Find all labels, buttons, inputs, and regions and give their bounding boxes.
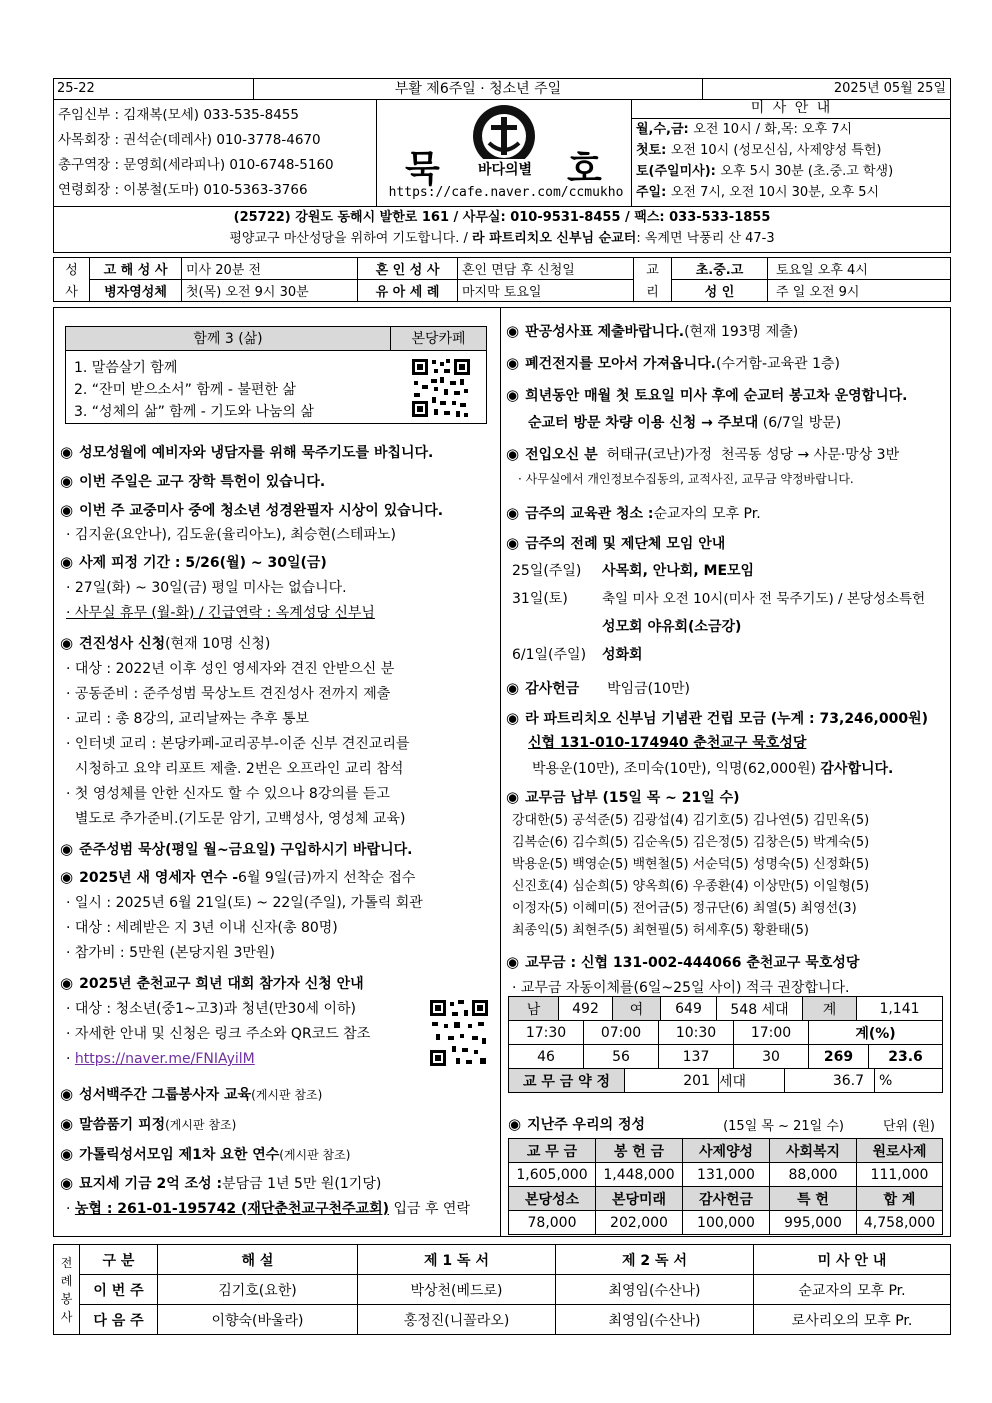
offering-value: 100,000 — [683, 1211, 770, 1235]
offering-period: (15일 목 ~ 21일 수) — [723, 1118, 844, 1134]
notice-item: ◉ 성서백주간 그룹봉사자 교육 (게시판 참조) — [60, 1085, 323, 1103]
notice-sub: 별도로 추가준비.(기도문 암기, 고백성사, 영성체 교육) — [66, 811, 406, 827]
bullet-icon: ◉ — [506, 534, 520, 552]
service-col-header: 제 1 독 서 — [358, 1245, 556, 1275]
bullet-icon: ◉ — [506, 709, 520, 727]
cafe-qr-code[interactable] — [410, 357, 472, 419]
together-items — [74, 357, 314, 423]
bulletin-date: 2025년 05월 25일 — [702, 79, 950, 99]
notice-sub: · 김지윤(요안나), 김도윤(율리아노), 최승현(스테파노) — [66, 527, 396, 543]
logo-area — [376, 99, 632, 206]
bullet-icon: ◉ — [60, 840, 74, 858]
notice-item: ◉ 이번 주일은 교구 장학 특헌이 있습니다. — [60, 472, 326, 490]
staff-row: 연령회장 : 이봉철(도마) 010-5363-3766 — [58, 182, 308, 198]
notice-item: ◉ 교무금 : 신협 131-002-444066 춘천교구 묵호성당 — [506, 953, 860, 971]
notice-item: ◉ 전입오신 분 허태규(코난)가정 천곡동 성당 → 사문·망상 3반 — [506, 445, 900, 463]
offering-col-header: 특 헌 — [770, 1187, 857, 1211]
bullet-icon: ◉ — [60, 472, 74, 490]
mass-info-line: 토(주일미사): 오후 5시 30분 (초.중.고 학생) — [636, 164, 894, 179]
attendance-label: 계 — [803, 997, 857, 1021]
offering-col-header: 본당미래 — [596, 1187, 683, 1211]
sacrament-time: 마지막 토요일 — [458, 280, 634, 302]
notice-sub: · 대상 : 청소년(중1~고3)과 청년(만30세 이하) — [66, 1001, 356, 1017]
offering-value: 995,000 — [770, 1211, 857, 1235]
header-bar — [53, 78, 951, 100]
notice-sub: 시청하고 요약 리포트 제출. 2번은 오프라인 교리 참석 — [66, 761, 404, 777]
sacrament-time: 첫(목) 오전 9시 30분 — [182, 280, 358, 302]
service-cell: 박상천(베드로) — [358, 1275, 556, 1305]
pledge-label: 교 무 금 약 정 — [509, 1069, 625, 1093]
notice-item: ◉ 견진성사 신청 (현재 10명 신청) — [60, 634, 271, 652]
bullet-icon: ◉ — [60, 1145, 74, 1163]
service-col-header: 해 설 — [158, 1245, 358, 1275]
notice-sub: · 사무실에서 개인정보수집동의, 교적사진, 교무금 약정바랍니다. — [518, 472, 854, 486]
offering-col-header: 원로사제 — [857, 1139, 943, 1163]
catechism-time: 토요일 오후 4시 — [768, 258, 951, 280]
bullet-icon: ◉ — [60, 1085, 74, 1103]
sacrament-side-label: 성 — [54, 258, 90, 280]
bullet-icon: ◉ — [506, 679, 520, 697]
column-divider — [500, 307, 501, 1237]
sacrament-name: 병자영성체 — [90, 280, 182, 302]
top-block — [53, 99, 951, 207]
notice-sub: · 대상 : 2022년 이후 성인 영세자와 견진 안받으신 분 — [66, 661, 395, 677]
mass-info-line: 주일: 오전 7시, 오전 10시 30분, 오후 5시 — [636, 185, 880, 200]
bullet-icon: ◉ — [60, 443, 74, 461]
dues-list — [506, 810, 946, 942]
offering-value: 202,000 — [596, 1211, 683, 1235]
logo-char-right: 호 — [567, 148, 602, 190]
staff-row: 주임신부 : 김재복(모세) 033-535-8455 — [58, 107, 299, 123]
service-cell: 홍정진(니꼴라오) — [358, 1305, 556, 1335]
offering-title: 지난주 우리의 정성 — [527, 1117, 646, 1133]
together-box — [65, 326, 487, 424]
offering-value: 88,000 — [770, 1163, 857, 1187]
sacrament-time: 미사 20분 전 — [182, 258, 358, 280]
sacrament-name: 고 해 성 사 — [90, 258, 182, 280]
together-item: 3. “성체의 삶” 함께 - 기도와 나눔의 삶 — [74, 404, 314, 420]
notice-sub: · 사무실 휴무 (월-화) / 긴급연락 : 옥계성당 신부님 — [66, 605, 375, 621]
bullet-icon: ◉ — [506, 322, 520, 340]
issue-number: 25-22 — [54, 79, 254, 99]
sacrament-time: 혼인 면담 후 신청일 — [458, 258, 634, 280]
notice-item: ◉ 라 파트리치오 신부님 기념관 건립 모금 (누계 : 73,246,000원) — [506, 709, 929, 727]
notice-item: ◉ 2025년 춘천교구 희년 대회 참가자 신청 안내 — [60, 974, 364, 992]
offering-value: 4,758,000 — [857, 1211, 943, 1235]
logo-banner: 바다의별 — [467, 159, 543, 179]
bullet-icon: ◉ — [508, 1115, 522, 1133]
pledge-percent-unit: % — [875, 1069, 943, 1093]
service-col-header: 미 사 안 내 — [754, 1245, 951, 1275]
notice-item: ◉ 교무금 납부 (15일 목 ~ 21일 수) — [506, 788, 740, 806]
notice-item: ◉ 판공성사표 제출바랍니다. (현재 193명 제출) — [506, 322, 799, 340]
service-week-label: 이 번 주 — [80, 1275, 158, 1305]
bullet-icon: ◉ — [60, 501, 74, 519]
right-notices — [506, 316, 946, 1000]
service-side-label: 전 례 봉 사 — [54, 1245, 80, 1335]
bullet-icon: ◉ — [506, 953, 520, 971]
liturgy-row: 25일(주일) 사목회, 안나회, ME모임 — [512, 563, 755, 579]
bullet-icon: ◉ — [60, 1174, 74, 1192]
catechism-side-label: 리 — [634, 280, 672, 302]
notice-sub: · 농협 : 261-01-195742 (재단춘천교구천주교회) 입금 후 연락 — [66, 1201, 470, 1217]
liturgy-row: 6/1일(주일) 성화회 — [512, 647, 643, 663]
catechism-side-label: 교 — [634, 258, 672, 280]
address-block — [53, 207, 951, 253]
pledge-percent: 36.7 — [785, 1069, 875, 1093]
bullet-icon: ◉ — [60, 634, 74, 652]
cafe-label: 본당카페 — [391, 327, 486, 351]
notice-item: ◉ 2025년 새 영세자 연수 - 6월 9일(금)까지 선착순 접수 — [60, 868, 416, 886]
dues-row: 신진호(4) 심순희(5) 양옥희(6) 우종환(4) 이상만(5) 이일형(5) — [512, 879, 870, 894]
bullet-icon: ◉ — [506, 504, 520, 522]
logo-char-left: 묵 — [405, 148, 440, 190]
together-item: 2. “잔미 받으소서” 함께 - 불편한 삶 — [74, 382, 296, 398]
mass-info-line: 월,수,금: 오전 10시 / 화,목: 오후 7시 — [636, 122, 853, 137]
bullet-icon: ◉ — [60, 553, 74, 571]
bulletin-title: 부활 제6주일 · 청소년 주일 — [394, 81, 562, 97]
attendance-table — [508, 996, 943, 1093]
attendance-households: 548 세대 — [717, 997, 803, 1021]
service-cell: 로사리오의 모후 Pr. — [754, 1305, 951, 1335]
offering-col-header: 합 계 — [857, 1187, 943, 1211]
notice-item: ◉ 금주의 교육관 청소 : 순교자의 모후 Pr. — [506, 504, 761, 522]
offering-value: 1,605,000 — [509, 1163, 596, 1187]
attendance-percent: 23.6 — [869, 1045, 943, 1069]
offering-table — [508, 1138, 943, 1235]
mass-time-header: 10:30 — [659, 1021, 734, 1045]
notice-sub: · 참가비 : 5만원 (본당지원 3만원) — [66, 945, 275, 961]
offering-value: 111,000 — [857, 1163, 943, 1187]
service-cell: 이향숙(바울라) — [158, 1305, 358, 1335]
attendance-sum: 269 — [809, 1045, 869, 1069]
service-col-header: 구 분 — [80, 1245, 158, 1275]
bullet-icon: ◉ — [60, 974, 74, 992]
together-title: 함께 3 (삶) — [66, 327, 391, 351]
address-line: (25722) 강원도 동해시 발한로 161 / 사무실: 010-9531-8455 / 팩스: 033-533-1855 — [233, 210, 771, 225]
offering-col-header: 교 무 금 — [509, 1139, 596, 1163]
bullet-icon: ◉ — [506, 788, 520, 806]
notice-sub: · 교무금 자동이체를(6일~25일 사이) 적극 권장합니다. — [512, 980, 850, 996]
attendance-percent-header: 계(%) — [809, 1021, 943, 1045]
qr-code-icon — [410, 357, 472, 419]
staff-row: 총구역장 : 문영희(세라피나) 010-6748-5160 — [58, 157, 334, 173]
service-cell: 김기호(요한) — [158, 1275, 358, 1305]
service-cell: 최영임(수산나) — [556, 1305, 754, 1335]
notice-item: ◉ 사제 피정 기간 : 5/26(월) ~ 30일(금) — [60, 553, 327, 571]
dues-row: 최종익(5) 최현주(5) 최현필(5) 허세후(5) 황환태(5) — [512, 923, 809, 938]
notice-item: ◉ 묘지세 기금 2억 조성 : 분담금 1년 5만 원(1기당) — [60, 1174, 382, 1192]
pledge-households: 201 — [625, 1069, 719, 1093]
notice-item: ◉ 금주의 전례 및 제단체 모임 안내 — [506, 534, 726, 552]
notice-item: ◉ 폐건전지를 모아서 가져옵니다. (수거함-교육관 1층) — [506, 354, 840, 372]
liturgy-row: 31일(토) 축일 미사 오전 10시(미사 전 묵주기도) / 본당성소특헌 — [512, 591, 926, 607]
service-table — [53, 1244, 951, 1335]
service-col-header: 제 2 독 서 — [556, 1245, 754, 1275]
staff-row: 사목회장 : 권석순(데레사) 010-3778-4670 — [58, 132, 321, 148]
jubilee-qr-code[interactable] — [428, 998, 490, 1068]
notice-item: ◉ 감사헌금 박임금(10만) — [506, 679, 690, 697]
notice-item: ◉ 가톨릭성서모임 제1차 요한 연수 (게시판 참조) — [60, 1145, 351, 1163]
offering-value: 78,000 — [509, 1211, 596, 1235]
offering-value: 1,448,000 — [596, 1163, 683, 1187]
notice-sub: 순교터 방문 차량 이용 신청 → 주보대 (6/7일 방문) — [528, 415, 842, 431]
dues-row: 박용운(5) 백영순(5) 백현철(5) 서순덕(5) 성명숙(5) 신정화(5) — [512, 857, 870, 872]
service-week-label: 다 음 주 — [80, 1305, 158, 1335]
mass-time-header: 07:00 — [584, 1021, 659, 1045]
attendance-label: 남 — [509, 997, 559, 1021]
notice-sub: · 일시 : 2025년 6월 21일(토) ~ 22일(주일), 가톨릭 회관 — [66, 895, 423, 911]
sacrament-side-label: 사 — [54, 280, 90, 302]
bullet-icon: ◉ — [60, 868, 74, 886]
cafe-url[interactable]: https://cafe.naver.com/ccmukho — [388, 185, 624, 200]
dues-row: 이정자(5) 이혜미(5) 전어금(5) 정규단(6) 최열(5) 최영선(3) — [512, 901, 857, 916]
offering-col-header: 사회복지 — [770, 1139, 857, 1163]
mass-info — [632, 99, 951, 206]
fund-bank-account: 신협 131-010-174940 춘천교구 묵호성당 — [528, 735, 807, 751]
qr-code-icon — [428, 998, 490, 1068]
notice-sub: · 27일(화) ~ 30일(금) 평일 미사는 없습니다. — [66, 580, 347, 596]
prayer-line: 평양교구 마산성당을 위하여 기도합니다. / 라 파트리치오 신부님 순교터: 옥계면 낙풍리 산 47-3 — [229, 231, 775, 246]
bullet-icon: ◉ — [506, 386, 520, 404]
attendance-total: 1,141 — [857, 997, 943, 1021]
mass-info-line: 첫토: 오전 10시 (성모신심, 사제양성 특헌) — [636, 143, 882, 158]
bullet-icon: ◉ — [506, 445, 520, 463]
sacrament-name: 혼 인 성 사 — [358, 258, 458, 280]
mass-info-title: 미 사 안 내 — [632, 99, 951, 119]
offering-value: 131,000 — [683, 1163, 770, 1187]
dues-row: 강대한(5) 공석준(5) 김광섭(4) 김기호(5) 김나연(5) 김민옥(5) — [512, 813, 870, 828]
catechism-time: 주 일 오전 9시 — [768, 280, 951, 302]
bullet-icon: ◉ — [506, 354, 520, 372]
staff-list — [58, 105, 378, 205]
notice-sub: · 첫 영성체를 안한 신자도 할 수 있으나 8강의를 듣고 — [66, 786, 390, 802]
mass-attendance: 46 — [509, 1045, 584, 1069]
pledge-unit: 세대 — [719, 1069, 785, 1093]
notice-sub: · https://naver.me/FNIAyilM — [66, 1051, 255, 1067]
fund-donors: 박용운(10만), 조미숙(10만), 익명(62,000원) 감사합니다. — [532, 761, 894, 777]
liturgy-row: 성모회 야유회(소금강) — [602, 619, 742, 635]
notice-item: ◉ 성모성월에 예비자와 냉담자를 위해 묵주기도를 바칩니다. — [60, 443, 434, 461]
service-cell: 순교자의 모후 Pr. — [754, 1275, 951, 1305]
notice-item: ◉ 희년동안 매월 첫 토요일 미사 후에 순교터 봉고차 운영합니다. — [506, 386, 908, 404]
mass-attendance: 56 — [584, 1045, 659, 1069]
sacrament-name: 유 아 세 례 — [358, 280, 458, 302]
notice-item: ◉ 이번 주 교중미사 중에 청소년 성경완필자 시상이 있습니다. — [60, 501, 444, 519]
notice-sub: · 대상 : 세례받은 지 3년 이내 신자(총 80명) — [66, 920, 338, 936]
offering-unit: 단위 (원) — [883, 1118, 935, 1134]
sacraments-table — [53, 257, 951, 301]
mass-time-header: 17:30 — [509, 1021, 584, 1045]
offering-col-header: 사제양성 — [683, 1139, 770, 1163]
notice-sub: · 자세한 안내 및 신청은 링크 주소와 QR코드 참조 — [66, 1026, 371, 1042]
catechism-group: 성 인 — [672, 280, 768, 302]
offering-col-header: 감사헌금 — [683, 1187, 770, 1211]
bullet-icon: ◉ — [60, 1115, 74, 1133]
notice-sub: · 공동준비 : 준주성범 묵상노트 견진성사 전까지 제출 — [66, 686, 391, 702]
notice-item: ◉ 준주성범 묵상(평일 월~금요일) 구입하시기 바랍니다. — [60, 840, 413, 858]
offering-header — [508, 1112, 943, 1136]
notice-sub: · 인터넷 교리 : 본당카페-교리공부-이준 신부 견진교리를 — [66, 736, 410, 752]
mass-attendance: 30 — [734, 1045, 809, 1069]
mass-attendance: 137 — [659, 1045, 734, 1069]
jubilee-link[interactable]: https://naver.me/FNIAyilM — [74, 1051, 255, 1067]
catechism-group: 초.중.고 — [672, 258, 768, 280]
dues-row: 김복순(6) 김수희(5) 김순옥(5) 김은정(5) 김창은(5) 박계숙(5) — [512, 835, 870, 850]
notice-sub: · 교리 : 총 8강의, 교리날짜는 추후 통보 — [66, 711, 310, 727]
mass-time-header: 17:00 — [734, 1021, 809, 1045]
notice-item: ◉ 말씀품기 피정 (게시판 참조) — [60, 1115, 237, 1133]
attendance-label: 여 — [613, 997, 661, 1021]
together-item: 1. 말씀살기 함께 — [74, 360, 178, 376]
offering-col-header: 봉 헌 금 — [596, 1139, 683, 1163]
attendance-value: 492 — [559, 997, 613, 1021]
offering-col-header: 본당성소 — [509, 1187, 596, 1211]
attendance-value: 649 — [661, 997, 717, 1021]
left-notices — [60, 438, 500, 1222]
service-cell: 최영임(수산나) — [556, 1275, 754, 1305]
